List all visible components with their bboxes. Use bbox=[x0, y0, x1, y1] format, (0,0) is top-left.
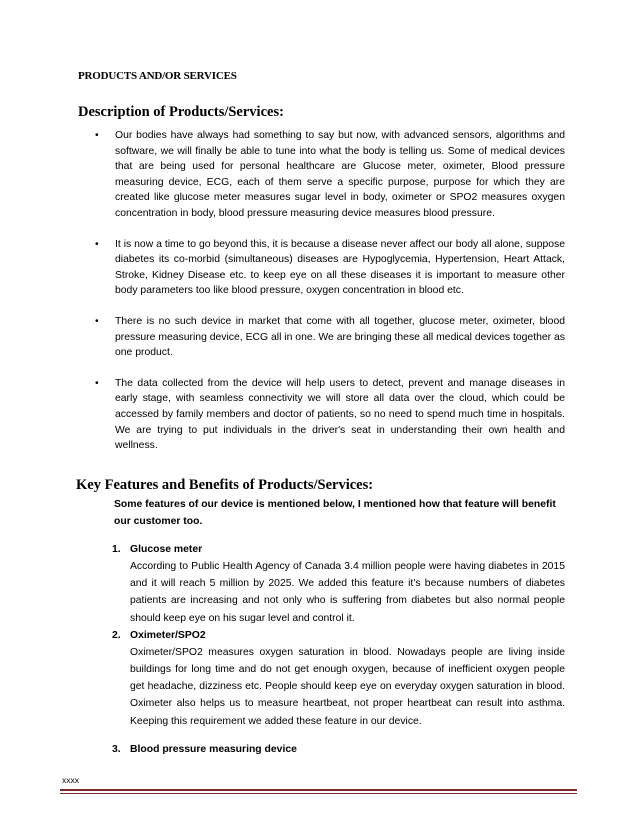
feature-title: Glucose meter bbox=[130, 544, 203, 555]
feature-title: Blood pressure measuring device bbox=[130, 743, 297, 755]
bullet-text: Our bodies have always had something to say but now, with advanced sensors, algorithms and software, we will finally be able to tune into what the body is telling us. Some of medical devices that are being used for personal healthcare are Glucose meter, oximeter, Blood pressure measuring device, ECG, each of them serve a specific purpose, purpose for which they are created like glucose meter measures sugar level in body, oximeter or SPO2 measures oxygen concentration in body, blood pressure measuring device measures blood pressure. bbox=[115, 130, 565, 219]
description-heading: Description of Products/Services: bbox=[78, 104, 284, 120]
feature-description: According to Public Health Agency of Canada 3.4 million people were having diabetes in 2015 and it will reach 5 million by 2025. We added this feature it’s because numbers of diabetes patients are increasing and not only who is suffering from diabetes but also normal people should keep eye on his sugar level and control it. bbox=[130, 561, 565, 624]
feature-number: 1. bbox=[112, 544, 121, 555]
bullet-item bbox=[95, 376, 565, 454]
bullet-item bbox=[95, 314, 565, 361]
feature-description: Oximeter/SPO2 measures oxygen saturation in blood. Nowadays people are living inside buildings for long time and do not get enough oxygen, because of inefficient oxygen people get headache, dizziness etc. People should keep eye on everyday oxygen saturation in blood. Oximeter also helps us to measure heartbeat, not proper heartbeat can result into asthma. Keeping this requirement we added these feature in our device. bbox=[130, 646, 565, 727]
bullet-icon: • bbox=[95, 315, 99, 327]
bullet-item bbox=[95, 237, 565, 299]
footer-text: xxxx bbox=[62, 775, 79, 785]
bullet-text: There is no such device in market that come with all together, glucose meter, oximeter, blood pressure measuring device, ECG all in one. We are bringing these all medical devices together as one product. bbox=[115, 315, 565, 359]
bullet-icon: • bbox=[95, 238, 99, 250]
description-bullet-list bbox=[95, 128, 565, 469]
feature-title: Oximeter/SPO2 bbox=[130, 629, 206, 641]
feature-item bbox=[112, 541, 565, 627]
feature-number: 2. bbox=[112, 629, 121, 641]
bullet-icon: • bbox=[95, 130, 99, 141]
feature-item bbox=[112, 741, 565, 758]
section-label: PRODUCTS AND/OR SERVICES bbox=[78, 70, 237, 82]
bullet-text: It is now a time to go beyond this, it is because a disease never affect our body all alone, suppose diabetes its co-morbid (simultaneous) diseases are Hypoglycemia, Hypertension, Heart Attack, Stroke, Kidney Disease etc. to keep eye on all these diseases it is important to measure other body parameters too like blood pressure, oxygen concentration in blood etc. bbox=[115, 238, 565, 297]
features-heading: Key Features and Benefits of Products/Services: bbox=[76, 477, 374, 493]
feature-number: 3. bbox=[112, 743, 121, 755]
bullet-text: The data collected from the device will help users to detect, prevent and manage diseases in early stage, with seamless connectivity we will store all data over the cloud, which could be accessed by family members and doctor of patients, so no need to spend much time in hospitals. We are trying to put individuals in the driver's seat in understanding their own health and wellness. bbox=[115, 377, 565, 452]
bullet-icon: • bbox=[95, 377, 99, 389]
bullet-item bbox=[95, 128, 565, 222]
features-intro: Some features of our device is mentioned below, I mentioned how that feature will benefit our customer too. bbox=[114, 499, 556, 527]
footer-rule-thin bbox=[60, 793, 577, 794]
features-list bbox=[112, 541, 565, 758]
feature-item bbox=[112, 627, 565, 730]
